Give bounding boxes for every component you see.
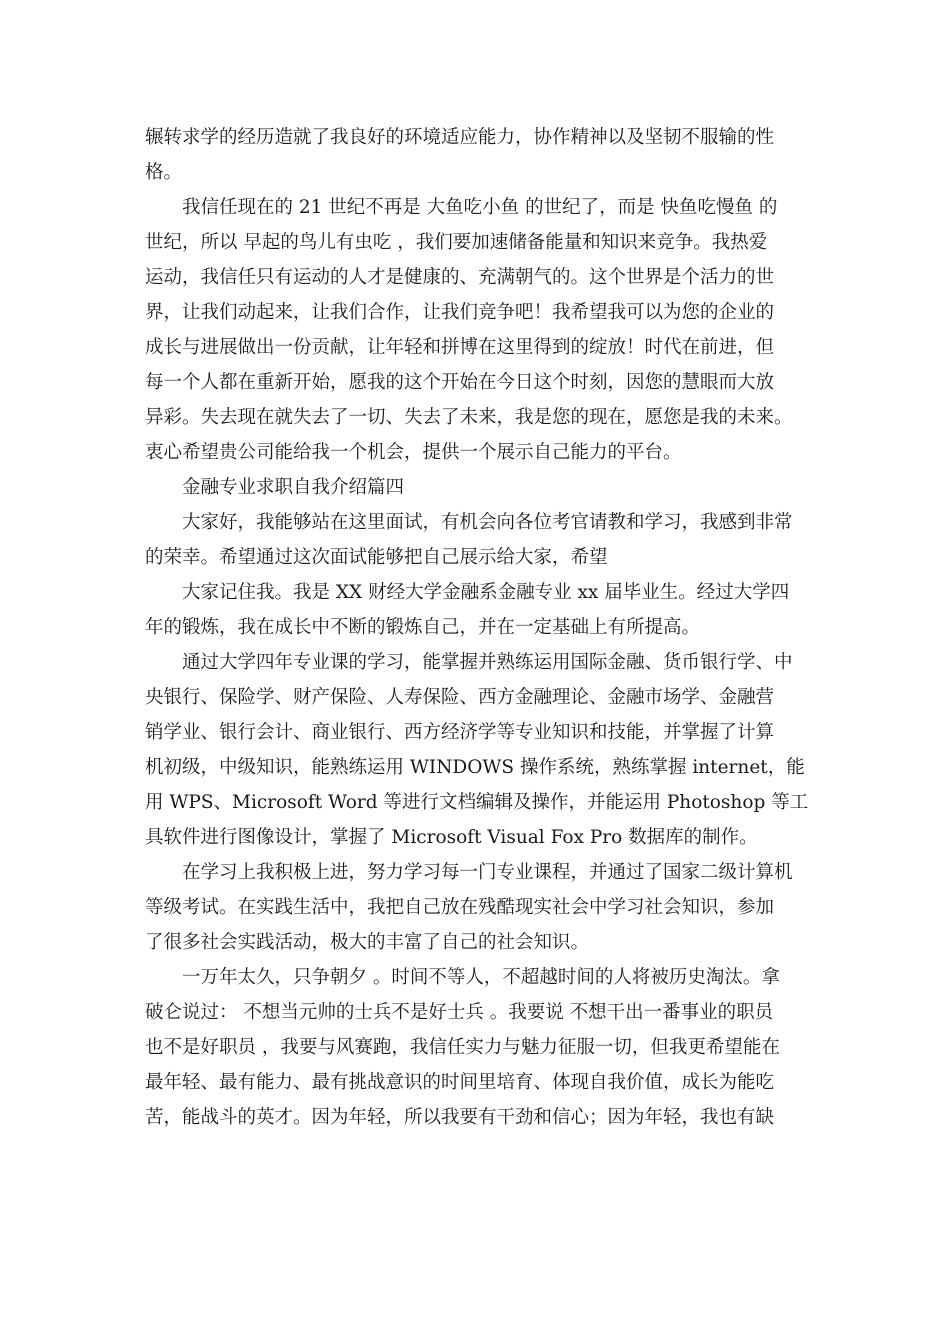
text-line: 运动，我信任只有运动的人才是健康的、充满朝气的。这个世界是个活力的世 <box>145 267 775 288</box>
text-line: 也不是好职员 ，我要与风赛跑，我信任实力与魅力征服一切，但我更希望能在 <box>145 1037 780 1058</box>
text-line: 用 WPS、Microsoft Word 等进行文档编辑及操作，并能运用 Photoshop 等工 <box>145 792 809 813</box>
text-line: 每一个人都在重新开始，愿我的这个开始在今日这个时刻，因您的慧眼而大放 <box>145 372 775 393</box>
text-line: 大家好，我能够站在这里面试，有机会向各位考官请教和学习，我感到非常 <box>182 512 793 533</box>
text-line: 异彩。失去现在就失去了一切、失去了未来，我是您的现在，愿您是我的未来。 <box>145 407 793 428</box>
paragraph-3 <box>145 505 810 575</box>
text-line: 格。 <box>145 162 183 183</box>
text-line: 衷心希望贵公司能给我一个机会，提供一个展示自己能力的平台。 <box>145 442 682 463</box>
text-line: 世纪，所以 早起的鸟儿有虫吃 ，我们要加速储备能量和知识来竞争。我热爱 <box>145 232 768 253</box>
text-line: 销学业、银行会计、商业银行、西方经济学等专业知识和技能，并掌握了计算 <box>145 722 775 743</box>
section-heading <box>145 470 810 505</box>
text-line: 等级考试。在实践生活中，我把自己放在残酷现实社会中学习社会知识，参加 <box>145 897 775 918</box>
document-page <box>145 120 810 1135</box>
text-line: 辗转求学的经历造就了我良好的环境适应能力，协作精神以及坚韧不服输的性 <box>145 127 775 148</box>
text-line: 年的锻炼，我在成长中不断的锻炼自己，并在一定基础上有所提高。 <box>145 617 701 638</box>
text-line: 在学习上我积极上进，努力学习每一门专业课程，并通过了国家二级计算机 <box>182 862 793 883</box>
text-line: 具软件进行图像设计，掌握了 Microsoft Visual Fox Pro 数据库的制作。 <box>145 827 758 848</box>
paragraph-2 <box>145 190 810 470</box>
text-line: 大家记住我。我是 XX 财经大学金融系金融专业 xx 届毕业生。经过大学四 <box>182 582 790 603</box>
text-line: 苦，能战斗的英才。因为年轻，所以我要有干劲和信心；因为年轻，我也有缺 <box>145 1107 775 1128</box>
text-line: 我信任现在的 21 世纪不再是 大鱼吃小鱼 的世纪了，而是 快鱼吃慢鱼 的 <box>182 197 778 218</box>
text-line: 界，让我们动起来，让我们合作，让我们竞争吧！我希望我可以为您的企业的 <box>145 302 775 323</box>
paragraph-4 <box>145 575 810 645</box>
text-line: 成长与进展做出一份贡献，让年轻和拼博在这里得到的绽放！时代在前进，但 <box>145 337 775 358</box>
text-line: 一万年太久，只争朝夕 。时间不等人，不超越时间的人将被历史淘汰。拿 <box>182 967 780 988</box>
text-line: 破仑说过： 不想当元帅的士兵不是好士兵 。我要说 不想干出一番事业的职员 <box>145 1002 774 1023</box>
paragraph-1 <box>145 120 810 190</box>
paragraph-6 <box>145 855 810 960</box>
text-line: 最年轻、最有能力、最有挑战意识的时间里培育、体现自我价值，成长为能吃 <box>145 1072 775 1093</box>
paragraph-7 <box>145 960 810 1135</box>
text-line: 央银行、保险学、财产保险、人寿保险、西方金融理论、金融市场学、金融营 <box>145 687 775 708</box>
heading-line: 金融专业求职自我介绍篇四 <box>182 477 405 498</box>
text-line: 了很多社会实践活动，极大的丰富了自己的社会知识。 <box>145 932 590 953</box>
text-line: 的荣幸。希望通过这次面试能够把自己展示给大家，希望 <box>145 547 608 568</box>
text-line: 机初级，中级知识，能熟练运用 WINDOWS 操作系统，熟练掌握 internet，能 <box>145 757 805 778</box>
text-line: 通过大学四年专业课的学习，能掌握并熟练运用国际金融、货币银行学、中 <box>182 652 793 673</box>
paragraph-5 <box>145 645 810 855</box>
